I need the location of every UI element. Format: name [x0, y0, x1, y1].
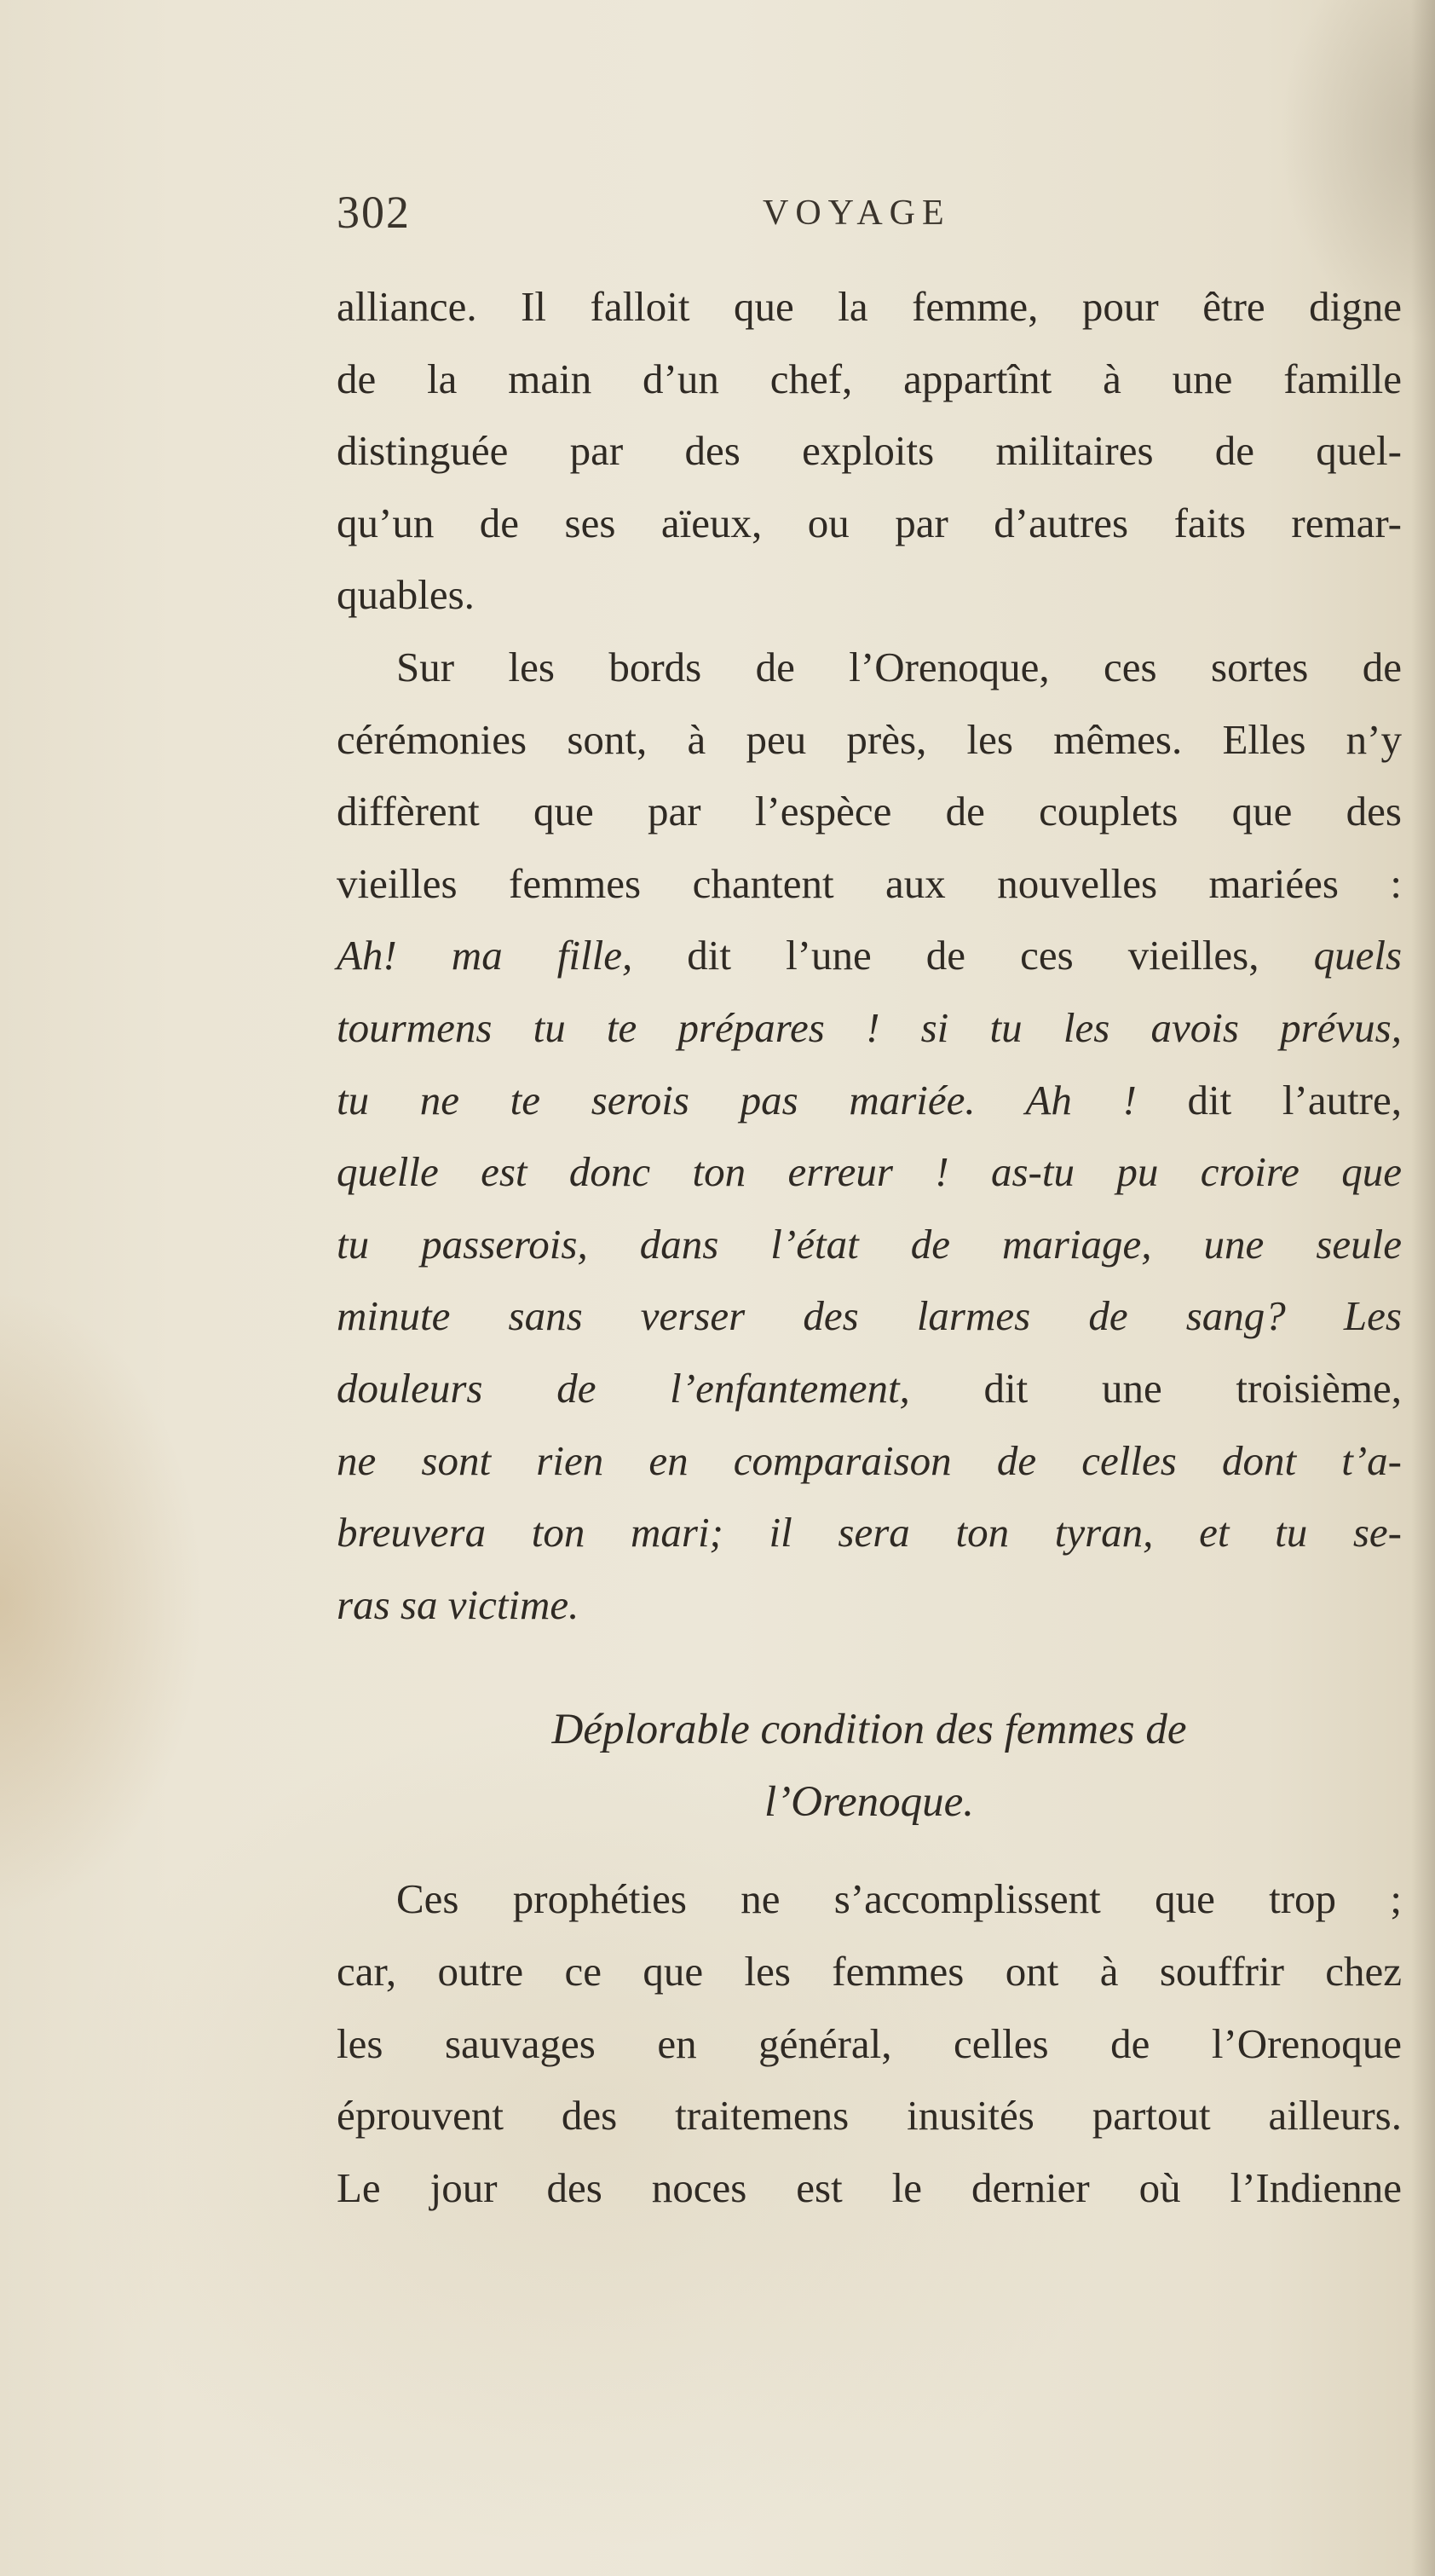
text-line: alliance. Il falloit que la femme, pour être digne [337, 283, 1402, 330]
text-line: qu’un de ses aïeux, ou par d’autres faits remar- [337, 499, 1402, 546]
text-run: dit l’autre, [1136, 1076, 1402, 1123]
spacer [337, 1641, 1402, 1694]
text-line: distinguée par des exploits militaires de quel- [337, 427, 1402, 475]
text-run: dit l’une de ces vieilles, [632, 932, 1314, 979]
text-line: quelle est donc ton erreur ! as-tu pu croire que [337, 1148, 1402, 1196]
text-line: tourmens tu te prépares ! si tu les avois prévus, [337, 1003, 1402, 1051]
text-line: éprouvent des traitemens inusités partout ailleurs. [337, 2092, 1402, 2140]
spacer [337, 1838, 1402, 1863]
text-line: Sur les bords de l’Orenoque, ces sortes de [396, 643, 1402, 690]
text-line: ne sont rien en comparaison de celles dont t’a- [337, 1436, 1402, 1484]
text-line: Ces prophéties ne s’accomplissent que trop ; [396, 1875, 1402, 1923]
section-heading-line: l’Orenoque. [764, 1777, 974, 1826]
text-run: dit une troisième, [909, 1364, 1402, 1412]
text-line: breuvera ton mari; il sera ton tyran, et tu se- [337, 1509, 1402, 1557]
body-text [337, 271, 1402, 2224]
page-edge-shadow [1411, 0, 1435, 2576]
paragraph-1 [337, 271, 1402, 632]
running-title: VOYAGE [763, 193, 951, 233]
paragraph-2 [337, 632, 1402, 1641]
page-number: 302 [337, 187, 411, 238]
section-heading [337, 1694, 1402, 1838]
text-line: diffèrent que par l’espèce de couplets que des [337, 788, 1402, 835]
text-line: cérémonies sont, à peu près, les mêmes. Elles n’y [337, 715, 1402, 763]
italic-quote: tu ne te serois pas mariée. Ah ! [337, 1076, 1137, 1123]
text-line: car, outre ce que les femmes ont à souffrir chez [337, 1948, 1402, 1996]
text-line: quables. [337, 571, 475, 619]
text-line: ras sa victime. [337, 1580, 579, 1628]
italic-quote: douleurs de l’enfantement, [337, 1364, 910, 1412]
section-heading-line: Déplorable condition des femmes de [551, 1706, 1187, 1754]
page-header [337, 186, 1410, 254]
text-line [337, 1065, 1402, 1137]
text-line [337, 1353, 1402, 1425]
text-line: les sauvages en général, celles de l’Orenoque [337, 2019, 1402, 2067]
text-line: de la main d’un chef, appartînt à une famille [337, 355, 1402, 402]
text-line: vieilles femmes chantent aux nouvelles mariées : [337, 859, 1402, 907]
text-line: minute sans verser des larmes de sang? Les [337, 1292, 1402, 1340]
text-line: tu passerois, dans l’état de mariage, une seule [337, 1220, 1402, 1268]
italic-quote: Ah! ma fille, [337, 932, 633, 979]
text-line: Le jour des noces est le dernier où l’Indienne [337, 2163, 1402, 2211]
paragraph-3 [337, 1863, 1402, 2224]
italic-quote: quels [1313, 932, 1403, 979]
text-line [337, 920, 1402, 992]
